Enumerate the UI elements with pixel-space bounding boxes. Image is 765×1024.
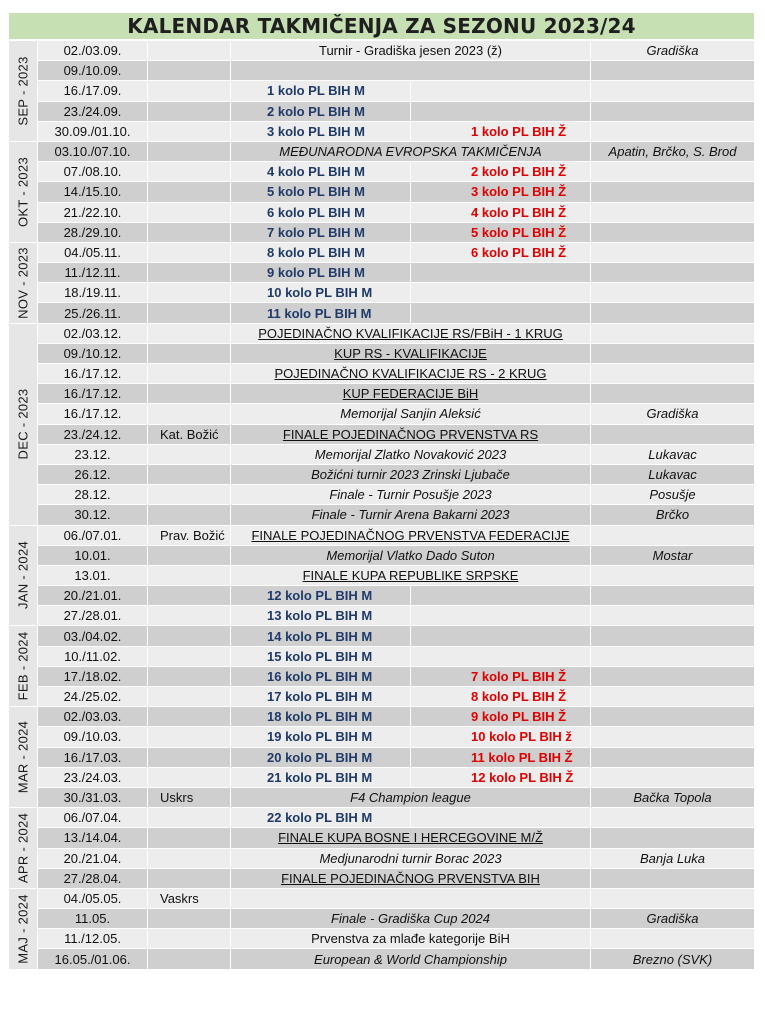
location-cell <box>591 687 755 707</box>
table-row <box>9 909 755 929</box>
table-row <box>9 141 755 161</box>
table-row <box>9 565 755 585</box>
month-label: MAR - 2024 <box>15 720 31 794</box>
date-cell: 30.09./01.10. <box>38 121 148 141</box>
event-cell: European & World Championship <box>231 949 591 969</box>
date-cell: 16./17.12. <box>38 404 148 424</box>
table-row <box>9 444 755 464</box>
date-cell: 04./05.05. <box>38 888 148 908</box>
date-cell: 30./31.03. <box>38 787 148 807</box>
holiday-note-cell <box>148 485 231 505</box>
holiday-note-cell: Kat. Božić <box>148 424 231 444</box>
holiday-note-cell <box>148 202 231 222</box>
location-cell: Gradiška <box>591 909 755 929</box>
league-men-cell: 11 kolo PL BIH M <box>231 303 411 323</box>
date-cell: 24./25.02. <box>38 687 148 707</box>
league-women-cell <box>411 586 591 606</box>
holiday-note-cell <box>148 565 231 585</box>
calendar-title: KALENDAR TAKMIČENJA ZA SEZONU 2023/24 <box>8 12 755 40</box>
location-cell: Lukavac <box>591 444 755 464</box>
league-men-cell: 16 kolo PL BIH M <box>231 666 411 686</box>
holiday-note-cell <box>148 242 231 262</box>
holiday-note-cell <box>148 263 231 283</box>
league-women-cell <box>411 626 591 646</box>
table-row <box>9 283 755 303</box>
event-cell: Finale - Gradiška Cup 2024 <box>231 909 591 929</box>
date-cell: 11./12.05. <box>38 929 148 949</box>
holiday-note-cell <box>148 222 231 242</box>
location-cell <box>591 101 755 121</box>
date-cell: 23./24.03. <box>38 767 148 787</box>
league-men-cell: 12 kolo PL BIH M <box>231 586 411 606</box>
table-row <box>9 606 755 626</box>
table-row <box>9 343 755 363</box>
date-cell: 27./28.01. <box>38 606 148 626</box>
month-label: OKT - 2023 <box>15 156 31 227</box>
event-cell: FINALE POJEDINAČNOG PRVENSTVA RS <box>231 424 591 444</box>
league-women-cell: 1 kolo PL BIH Ž <box>411 121 591 141</box>
date-cell: 06./07.01. <box>38 525 148 545</box>
month-label: APR - 2024 <box>15 812 31 884</box>
location-cell <box>591 868 755 888</box>
league-men-cell: 22 kolo PL BIH M <box>231 808 411 828</box>
location-cell <box>591 929 755 949</box>
league-women-cell: 5 kolo PL BIH Ž <box>411 222 591 242</box>
league-men-cell: 21 kolo PL BIH M <box>231 767 411 787</box>
league-women-cell: 11 kolo PL BIH Ž <box>411 747 591 767</box>
date-cell: 20./21.01. <box>38 586 148 606</box>
location-cell <box>591 121 755 141</box>
date-cell: 03.10./07.10. <box>38 141 148 161</box>
holiday-note-cell <box>148 606 231 626</box>
league-men-cell: 7 kolo PL BIH M <box>231 222 411 242</box>
location-cell <box>591 283 755 303</box>
table-row <box>9 888 755 908</box>
table-row <box>9 182 755 202</box>
holiday-note-cell <box>148 828 231 848</box>
league-men-cell: 19 kolo PL BIH M <box>231 727 411 747</box>
event-cell: Turnir - Gradiška jesen 2023 (ž) <box>231 41 591 61</box>
location-cell <box>591 61 755 81</box>
league-women-cell: 10 kolo PL BIH ž <box>411 727 591 747</box>
table-row <box>9 485 755 505</box>
event-cell: KUP RS - KVALIFIKACIJE <box>231 343 591 363</box>
date-cell: 11.05. <box>38 909 148 929</box>
holiday-note-cell <box>148 808 231 828</box>
location-cell <box>591 162 755 182</box>
event-cell: FINALE POJEDINAČNOG PRVENSTVA FEDERACIJE <box>231 525 591 545</box>
holiday-note-cell <box>148 848 231 868</box>
location-cell: Lukavac <box>591 464 755 484</box>
holiday-note-cell <box>148 646 231 666</box>
date-cell: 16.05./01.06. <box>38 949 148 969</box>
month-label-cell <box>9 888 38 969</box>
table-row <box>9 828 755 848</box>
holiday-note-cell <box>148 929 231 949</box>
league-women-cell: 3 kolo PL BIH Ž <box>411 182 591 202</box>
date-cell: 17./18.02. <box>38 666 148 686</box>
date-cell: 07./08.10. <box>38 162 148 182</box>
date-cell: 09./10.03. <box>38 727 148 747</box>
holiday-note-cell <box>148 343 231 363</box>
league-men-cell: 2 kolo PL BIH M <box>231 101 411 121</box>
league-women-cell <box>411 263 591 283</box>
holiday-note-cell <box>148 505 231 525</box>
date-cell: 16./17.09. <box>38 81 148 101</box>
month-label-cell <box>9 242 38 323</box>
table-row <box>9 505 755 525</box>
league-women-cell <box>411 283 591 303</box>
location-cell <box>591 747 755 767</box>
month-label: SEP - 2023 <box>15 56 31 126</box>
location-cell <box>591 81 755 101</box>
calendar-table <box>8 40 755 970</box>
month-label-cell <box>9 323 38 525</box>
holiday-note-cell <box>148 747 231 767</box>
month-label: DEC - 2023 <box>15 388 31 460</box>
location-cell <box>591 364 755 384</box>
date-cell: 02./03.12. <box>38 323 148 343</box>
event-cell <box>231 888 591 908</box>
location-cell <box>591 263 755 283</box>
location-cell <box>591 424 755 444</box>
location-cell: Gradiška <box>591 404 755 424</box>
event-cell: Prvenstva za mlađe kategorije BiH <box>231 929 591 949</box>
league-men-cell: 6 kolo PL BIH M <box>231 202 411 222</box>
league-men-cell: 17 kolo PL BIH M <box>231 687 411 707</box>
table-row <box>9 303 755 323</box>
date-cell: 04./05.11. <box>38 242 148 262</box>
league-men-cell: 14 kolo PL BIH M <box>231 626 411 646</box>
event-cell: Memorijal Zlatko Novaković 2023 <box>231 444 591 464</box>
league-men-cell: 13 kolo PL BIH M <box>231 606 411 626</box>
league-men-cell: 8 kolo PL BIH M <box>231 242 411 262</box>
holiday-note-cell <box>148 626 231 646</box>
table-row <box>9 848 755 868</box>
calendar-sheet <box>8 12 755 970</box>
location-cell <box>591 242 755 262</box>
date-cell: 13.01. <box>38 565 148 585</box>
table-row <box>9 202 755 222</box>
league-women-cell: 9 kolo PL BIH Ž <box>411 707 591 727</box>
league-women-cell <box>411 81 591 101</box>
table-row <box>9 747 755 767</box>
holiday-note-cell <box>148 868 231 888</box>
location-cell: Mostar <box>591 545 755 565</box>
location-cell <box>591 343 755 363</box>
location-cell: Apatin, Brčko, S. Brod <box>591 141 755 161</box>
table-row <box>9 101 755 121</box>
month-label: FEB - 2024 <box>15 631 31 701</box>
table-row <box>9 929 755 949</box>
month-label-cell <box>9 41 38 142</box>
league-women-cell: 7 kolo PL BIH Ž <box>411 666 591 686</box>
table-row <box>9 222 755 242</box>
event-cell: Finale - Turnir Arena Bakarni 2023 <box>231 505 591 525</box>
event-cell: POJEDINAČNO KVALIFIKACIJE RS/FBiH - 1 KRUG <box>231 323 591 343</box>
location-cell <box>591 646 755 666</box>
league-men-cell: 15 kolo PL BIH M <box>231 646 411 666</box>
holiday-note-cell <box>148 283 231 303</box>
table-row <box>9 263 755 283</box>
location-cell: Gradiška <box>591 41 755 61</box>
location-cell <box>591 828 755 848</box>
month-label-cell <box>9 626 38 707</box>
table-row <box>9 666 755 686</box>
league-men-cell: 20 kolo PL BIH M <box>231 747 411 767</box>
table-row <box>9 525 755 545</box>
table-row <box>9 545 755 565</box>
holiday-note-cell <box>148 303 231 323</box>
location-cell <box>591 767 755 787</box>
table-row <box>9 727 755 747</box>
league-women-cell: 8 kolo PL BIH Ž <box>411 687 591 707</box>
table-row <box>9 162 755 182</box>
location-cell <box>591 384 755 404</box>
table-row <box>9 81 755 101</box>
holiday-note-cell <box>148 61 231 81</box>
holiday-note-cell <box>148 464 231 484</box>
date-cell: 02./03.03. <box>38 707 148 727</box>
event-cell: Memorijal Sanjin Aleksić <box>231 404 591 424</box>
holiday-note-cell <box>148 182 231 202</box>
location-cell: Posušje <box>591 485 755 505</box>
date-cell: 16./17.03. <box>38 747 148 767</box>
holiday-note-cell <box>148 767 231 787</box>
date-cell: 10./11.02. <box>38 646 148 666</box>
holiday-note-cell <box>148 545 231 565</box>
league-women-cell <box>411 303 591 323</box>
table-row <box>9 586 755 606</box>
holiday-note-cell <box>148 666 231 686</box>
date-cell: 11./12.11. <box>38 263 148 283</box>
location-cell <box>591 606 755 626</box>
location-cell: Brezno (SVK) <box>591 949 755 969</box>
league-women-cell <box>411 606 591 626</box>
date-cell: 10.01. <box>38 545 148 565</box>
event-cell <box>231 61 591 81</box>
calendar-body <box>9 41 755 970</box>
date-cell: 23.12. <box>38 444 148 464</box>
location-cell <box>591 626 755 646</box>
holiday-note-cell <box>148 141 231 161</box>
event-cell: Medjunarodni turnir Borac 2023 <box>231 848 591 868</box>
location-cell <box>591 303 755 323</box>
location-cell <box>591 323 755 343</box>
event-cell: F4 Champion league <box>231 787 591 807</box>
holiday-note-cell: Vaskrs <box>148 888 231 908</box>
table-row <box>9 808 755 828</box>
event-cell: Finale - Turnir Posušje 2023 <box>231 485 591 505</box>
league-women-cell: 6 kolo PL BIH Ž <box>411 242 591 262</box>
date-cell: 28./29.10. <box>38 222 148 242</box>
table-row <box>9 323 755 343</box>
table-row <box>9 41 755 61</box>
league-men-cell: 10 kolo PL BIH M <box>231 283 411 303</box>
table-row <box>9 404 755 424</box>
league-women-cell <box>411 101 591 121</box>
date-cell: 18./19.11. <box>38 283 148 303</box>
location-cell <box>591 565 755 585</box>
table-row <box>9 424 755 444</box>
league-women-cell <box>411 808 591 828</box>
league-women-cell: 4 kolo PL BIH Ž <box>411 202 591 222</box>
table-row <box>9 949 755 969</box>
location-cell <box>591 525 755 545</box>
month-label: MAJ - 2024 <box>15 894 31 964</box>
location-cell <box>591 666 755 686</box>
league-women-cell: 12 kolo PL BIH Ž <box>411 767 591 787</box>
location-cell <box>591 707 755 727</box>
location-cell: Brčko <box>591 505 755 525</box>
holiday-note-cell <box>148 41 231 61</box>
league-men-cell: 4 kolo PL BIH M <box>231 162 411 182</box>
location-cell: Banja Luka <box>591 848 755 868</box>
table-row <box>9 767 755 787</box>
date-cell: 20./21.04. <box>38 848 148 868</box>
event-cell: MEĐUNARODNA EVROPSKA TAKMIČENJA <box>231 141 591 161</box>
event-cell: FINALE KUPA REPUBLIKE SRPSKE <box>231 565 591 585</box>
location-cell <box>591 222 755 242</box>
holiday-note-cell <box>148 162 231 182</box>
league-men-cell: 3 kolo PL BIH M <box>231 121 411 141</box>
table-row <box>9 364 755 384</box>
table-row <box>9 464 755 484</box>
date-cell: 28.12. <box>38 485 148 505</box>
holiday-note-cell <box>148 707 231 727</box>
month-label: NOV - 2023 <box>15 246 31 319</box>
date-cell: 23./24.09. <box>38 101 148 121</box>
date-cell: 16./17.12. <box>38 364 148 384</box>
date-cell: 09./10.12. <box>38 343 148 363</box>
holiday-note-cell <box>148 949 231 969</box>
table-row <box>9 61 755 81</box>
location-cell <box>591 888 755 908</box>
league-women-cell: 2 kolo PL BIH Ž <box>411 162 591 182</box>
date-cell: 30.12. <box>38 505 148 525</box>
date-cell: 21./22.10. <box>38 202 148 222</box>
date-cell: 14./15.10. <box>38 182 148 202</box>
holiday-note-cell <box>148 687 231 707</box>
league-women-cell <box>411 646 591 666</box>
month-label-cell <box>9 808 38 889</box>
holiday-note-cell: Prav. Božić <box>148 525 231 545</box>
holiday-note-cell <box>148 364 231 384</box>
table-row <box>9 121 755 141</box>
event-cell: FINALE POJEDINAČNOG PRVENSTVA BIH <box>231 868 591 888</box>
table-row <box>9 626 755 646</box>
holiday-note-cell <box>148 909 231 929</box>
table-row <box>9 787 755 807</box>
holiday-note-cell <box>148 121 231 141</box>
month-label-cell <box>9 707 38 808</box>
date-cell: 23./24.12. <box>38 424 148 444</box>
table-row <box>9 687 755 707</box>
date-cell: 06./07.04. <box>38 808 148 828</box>
holiday-note-cell <box>148 727 231 747</box>
date-cell: 26.12. <box>38 464 148 484</box>
table-row <box>9 707 755 727</box>
date-cell: 25./26.11. <box>38 303 148 323</box>
location-cell <box>591 586 755 606</box>
table-row <box>9 242 755 262</box>
location-cell <box>591 202 755 222</box>
location-cell: Bačka Topola <box>591 787 755 807</box>
event-cell: KUP FEDERACIJE BiH <box>231 384 591 404</box>
league-men-cell: 18 kolo PL BIH M <box>231 707 411 727</box>
event-cell: Božićni turnir 2023 Zrinski Ljubače <box>231 464 591 484</box>
holiday-note-cell: Uskrs <box>148 787 231 807</box>
location-cell <box>591 727 755 747</box>
table-row <box>9 868 755 888</box>
month-label: JAN - 2024 <box>15 541 31 610</box>
table-row <box>9 646 755 666</box>
event-cell: Memorijal Vlatko Dado Suton <box>231 545 591 565</box>
month-label-cell <box>9 141 38 242</box>
date-cell: 03./04.02. <box>38 626 148 646</box>
date-cell: 16./17.12. <box>38 384 148 404</box>
holiday-note-cell <box>148 444 231 464</box>
league-men-cell: 9 kolo PL BIH M <box>231 263 411 283</box>
event-cell: POJEDINAČNO KVALIFIKACIJE RS - 2 KRUG <box>231 364 591 384</box>
league-men-cell: 5 kolo PL BIH M <box>231 182 411 202</box>
location-cell <box>591 808 755 828</box>
holiday-note-cell <box>148 586 231 606</box>
holiday-note-cell <box>148 101 231 121</box>
date-cell: 13./14.04. <box>38 828 148 848</box>
date-cell: 27./28.04. <box>38 868 148 888</box>
holiday-note-cell <box>148 323 231 343</box>
league-men-cell: 1 kolo PL BIH M <box>231 81 411 101</box>
holiday-note-cell <box>148 404 231 424</box>
holiday-note-cell <box>148 81 231 101</box>
date-cell: 09./10.09. <box>38 61 148 81</box>
event-cell: FINALE KUPA BOSNE I HERCEGOVINE M/Ž <box>231 828 591 848</box>
location-cell <box>591 182 755 202</box>
month-label-cell <box>9 525 38 626</box>
table-row <box>9 384 755 404</box>
holiday-note-cell <box>148 384 231 404</box>
date-cell: 02./03.09. <box>38 41 148 61</box>
